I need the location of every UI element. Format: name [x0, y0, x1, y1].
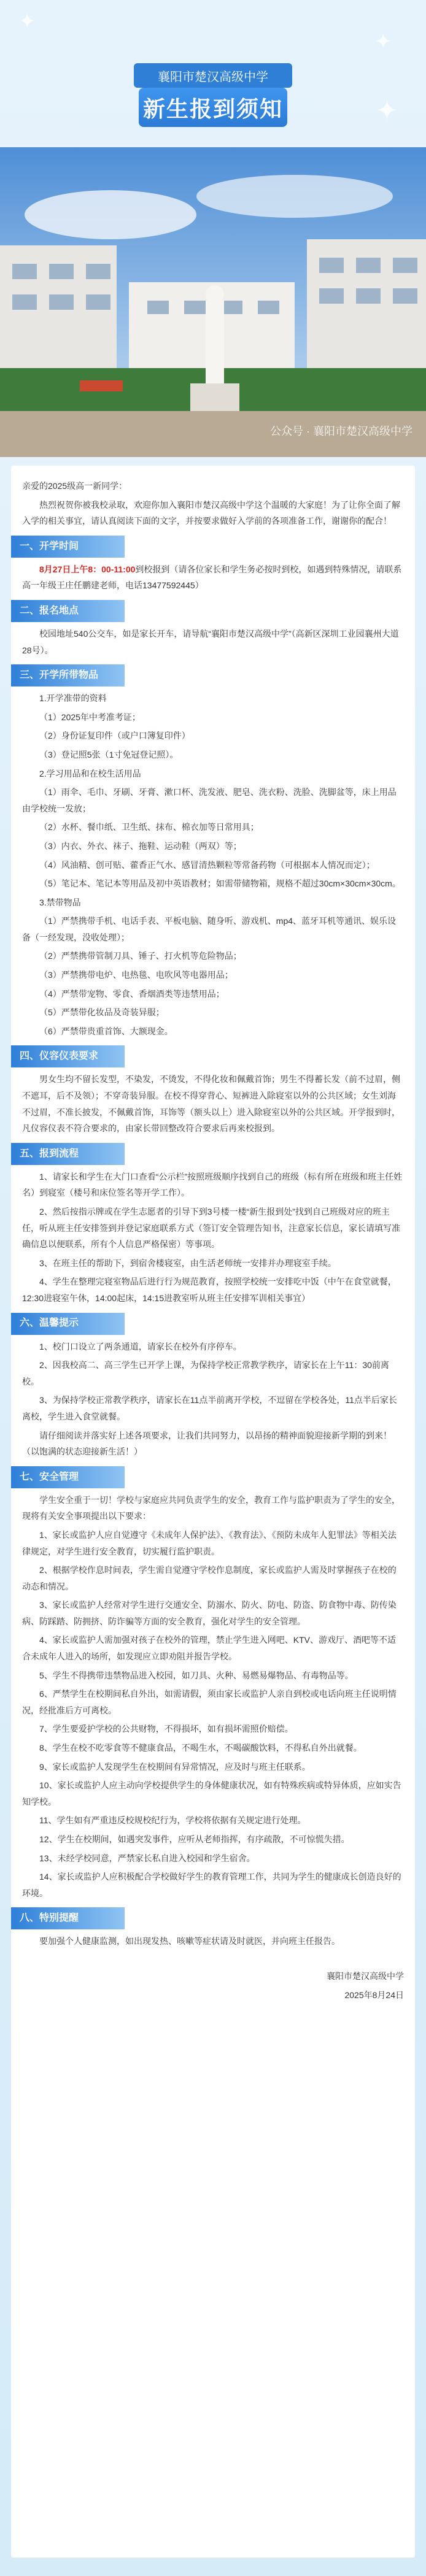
paragraph-text: 7、学生要爱护学校的公共财物，不得损坏，如有损坏需照价赔偿。	[39, 1724, 293, 1734]
paragraph-text: （4）风油精、创可贴、藿香正气水、感冒清热颗粒等常备药物（可根据本人情况而定）；	[39, 859, 375, 870]
paragraph-text: 13、未经学校同意，严禁家长私自进入校园和学生宿舍。	[39, 1853, 255, 1863]
section-paragraph	[22, 1721, 404, 1737]
footer-date: 2025年8月24日	[344, 1990, 404, 2000]
section-paragraph	[22, 1933, 404, 1950]
section-paragraph	[22, 1632, 404, 1664]
section-paragraph	[22, 894, 404, 911]
section-paragraph	[22, 1339, 404, 1355]
paragraph-text: 男女生均不留长发型，不染发，不烫发，不得化妆和佩戴首饰；男生不得蓄长发（前不过眉，侧不遮耳，后不及领）；不穿奇装异服。在校不得穿背心、短裤进入除寝室以外的公共区域；女生刘海不过眉，不准长披发，不佩戴首饰，耳饰等（额头以上）进入除寝室以外的公共区域。开学报到时，凡仪容仪表不符合要求的，由家长带回整改符合要求后再来校报到。	[22, 1074, 400, 1134]
notice-content	[11, 466, 415, 2003]
section-heading: 四、仪容仪表要求	[11, 1045, 125, 1067]
section-paragraph	[22, 1392, 404, 1424]
paragraph-text: 11、学生如有严重违反校规校纪行为，学校将依据有关规定进行处理。	[39, 1815, 306, 1826]
section-paragraph	[22, 857, 404, 874]
paragraph-text: （3）登记照5张（1寸免冠登记照）。	[39, 749, 179, 759]
paragraph-text: （1）雨伞、毛巾、牙刷、牙膏、漱口杯、洗发液、肥皂、洗衣粉、洗脸、洗脚盆等，床上用品由学校统一发放；	[22, 787, 397, 813]
section-paragraph	[22, 766, 404, 782]
paragraph-text: 3、家长或监护人经常对学生进行交通安全、防溺水、防火、防电、防盗、防食物中毒、防传染病、防踩踏、防拥挤、防诈骗等方面的安全教育，强化对学生的安全管理。	[22, 1600, 397, 1626]
paragraph-text: 学生安全重于一切！学校与家庭应共同负责学生的安全，教育工作与监护职责为了学生的安全，现将有关安全事项提出以下要求：	[22, 1494, 400, 1521]
section-paragraph	[22, 913, 404, 945]
section-paragraph	[22, 1428, 404, 1460]
paragraph-text: （1）2025年中考准考证；	[39, 712, 141, 722]
section-heading: 一、开学时间	[11, 536, 125, 558]
section-paragraph	[22, 1562, 404, 1594]
section-paragraph	[22, 1831, 404, 1848]
section-paragraph	[22, 1004, 404, 1021]
paragraph-text: 1、校门口设立了两条通道，请家长在校外有序停车。	[39, 1341, 242, 1351]
paragraph-text: 4、学生在整理完寝室物品后进行行为规范教育，按照学校统一安排吃中饭（中午在食堂就餐，12:30进寝室午休，14:00起床，14:15进教室听从班主任安排军训相关事宜）	[22, 1277, 397, 1303]
paragraph-text: 2、然后按指示牌或在学生志愿者的引导下到3号楼一楼“新生报到处”找到自己班级对应的班主任，听从班主任安排签到并登记家庭联系方式（签订安全管理告知书，注意家长信息，家长请填写准确信息以便联系，所有个人信息严格保密）等事项。	[22, 1207, 400, 1250]
section-paragraph	[22, 626, 404, 658]
paragraph-text: 到校报到（请各位家长和学生务必按时到校，如遇到特殊情况，请联系高一年级王庄任鹏建老师，电话13477592445）	[22, 564, 402, 591]
section-heading: 二、报名地点	[11, 600, 125, 622]
paragraph-text: 12、学生在校期间，如遇突发事件，应听从老师指挥，有序疏散，不可惊慌失措。	[39, 1834, 350, 1844]
paragraph-text: 校园地址540公交车，如是家长开车，请导航“襄阳市楚汉高级中学”（高新区深圳工业园襄州大道28号）。	[22, 628, 399, 655]
paragraph-text: 5、学生不得携带违禁物品进入校园，如刀具、火种、易燃易爆物品、有毒物品等。	[39, 1670, 354, 1680]
section-paragraph	[22, 1071, 404, 1136]
section-paragraph	[22, 1759, 404, 1775]
section-paragraph	[22, 747, 404, 763]
section-paragraph	[22, 690, 404, 707]
section-paragraph	[22, 986, 404, 1002]
campus-photo	[0, 147, 426, 457]
paragraph-text: （4）严禁带宠物、零食、香烟酒类等违禁用品；	[39, 988, 225, 999]
paragraph-text: 4、家长或监护人需加强对孩子在校外的管理，禁止学生进入网吧、KTV、游戏厅、酒吧等不适合未成年人进入的场所，如发现应立即劝阻并报告学校。	[22, 1635, 397, 1662]
sparkle-icon: ✦	[374, 30, 392, 53]
intro-paragraph: 热烈祝贺你被我校录取，欢迎你加入襄阳市楚汉高级中学这个温暖的大家庭！为了让你全面了解入学的相关事宜，请认真阅读下面的文字，并按要求做好入学前的各项准备工作，谢谢你的配合！	[22, 499, 400, 526]
section-paragraph	[22, 838, 404, 855]
section-paragraph	[22, 1492, 404, 1524]
section-paragraph	[22, 1169, 404, 1201]
paragraph-text: （3）严禁携带电炉、电热毯、电吹风等电器用品；	[39, 970, 233, 980]
paragraph-text: （5）笔记本、笔记本等用品及初中英语教材；如需带储物箱，规格不超过30cm×30cm×30cm。	[39, 879, 401, 889]
paragraph-text: 2、因我校高二、高三学生已开学上课，为保持学校正常教学秩序，请家长在上午11：30前离校。	[22, 1360, 389, 1386]
notice-card	[11, 466, 415, 2558]
paragraph-text: 10、家长或监护人应主动向学校提供学生的身体健康状况，如有特殊疾病或特异体质，应如实告知学校。	[22, 1780, 401, 1807]
greeting: 亲爱的2025级高一新同学：	[22, 481, 128, 491]
paragraph-text: （5）严禁带化妆品及奇装异服；	[39, 1007, 165, 1018]
section-paragraph	[22, 784, 404, 817]
footer-school: 襄阳市楚汉高级中学	[327, 1970, 404, 1981]
paragraph-text: 8、学生在校不吃零食等不健康食品，不喝生水，不喝碳酸饮料，不得私自外出就餐。	[39, 1743, 362, 1753]
paragraph-text: 3.禁带物品	[39, 897, 81, 907]
section-paragraph	[22, 1667, 404, 1684]
paragraph-text: 3、在班主任的帮助下，到宿舍楼寝室，由生活老师统一安排并办理寝室手续。	[39, 1258, 336, 1268]
section-paragraph	[22, 1597, 404, 1629]
section-paragraph	[22, 948, 404, 964]
paragraph-text: 2、根据学校作息时间表，学生需自觉遵守学校作息制度，家长或监护人需及时掌握孩子在校的动态和情况。	[22, 1565, 397, 1591]
paragraph-text: （2）身份证复印件（或户口簿复印件）	[39, 731, 190, 741]
paragraph-text: 2.学习用品和在校生活用品	[39, 768, 141, 779]
watermark: 公众号 · 襄阳市楚汉高级中学	[270, 425, 412, 437]
section-paragraph	[22, 1274, 404, 1306]
section-paragraph	[22, 1255, 404, 1272]
section-paragraph	[22, 1204, 404, 1253]
paragraph-text: 3、为保持学校正常教学秩序，请家长在11点半前离开学校，不逗留在学校各处，11点半后家长离校，学生进入食堂就餐。	[22, 1395, 397, 1421]
section-paragraph	[22, 1357, 404, 1390]
section-heading: 六、温馨提示	[11, 1313, 125, 1335]
section-heading: 八、特别提醒	[11, 1907, 125, 1929]
section-paragraph	[22, 1850, 404, 1867]
section-heading: 三、开学所带物品	[11, 664, 125, 686]
section-paragraph	[22, 1527, 404, 1559]
section-paragraph	[22, 1740, 404, 1756]
sparkle-icon: ✦	[376, 96, 398, 126]
section-paragraph	[22, 967, 404, 983]
section-paragraph	[22, 709, 404, 726]
sections	[22, 536, 404, 1950]
paragraph-text: 1.开学准带的资料	[39, 693, 107, 704]
section-paragraph	[22, 561, 404, 594]
section-heading: 五、报到流程	[11, 1143, 125, 1165]
paragraph-text: 6、严禁学生在校期间私自外出，如需请假，须由家长或监护人亲自到校或电话向班主任说明情况，经批准后方可离校。	[22, 1689, 397, 1715]
section-paragraph	[22, 1777, 404, 1810]
highlight-text: 8月27日上午8：00-11:00	[39, 564, 136, 574]
sparkle-icon: ✦	[18, 10, 36, 33]
header-banner	[0, 0, 426, 147]
paragraph-text: （1）严禁携带手机、电话手表、平板电脑、随身听、游戏机、mp4、蓝牙耳机等通讯、娱乐设备（一经发现，没收处理）；	[22, 916, 397, 942]
paragraph-text: 9、家长或监护人发现学生在校期间有异常情况，应及时与班主任联系。	[39, 1761, 311, 1772]
section-paragraph	[22, 1023, 404, 1040]
paragraph-text: 请仔细阅读并落实好上述各项要求，让我们共同努力，以昂扬的精神面貌迎接新学期的到来！（以饱满的状态迎接新生活！）	[22, 1430, 392, 1457]
paragraph-text: （6）严禁带贵重首饰、大额现金。	[39, 1026, 173, 1036]
section-paragraph	[22, 819, 404, 836]
paragraph-text: （3）内衣、外衣、袜子、拖鞋、运动鞋（两双）等；	[39, 840, 242, 851]
school-tag: 襄阳市楚汉高级中学	[134, 63, 292, 88]
section-paragraph	[22, 728, 404, 744]
section-heading: 七、安全管理	[11, 1466, 125, 1488]
section-paragraph	[22, 1869, 404, 1901]
paragraph-text: 要加强个人健康监测，如出现发热、咳嗽等症状请及时就医，并向班主任报告。	[39, 1936, 340, 1947]
section-paragraph	[22, 1686, 404, 1718]
section-paragraph	[22, 1812, 404, 1829]
paragraph-text: （2）水杯、餐巾纸、卫生纸、抹布、棉衣加等日常用具；	[39, 822, 259, 832]
paragraph-text: （2）严禁携带管制刀具、锤子、打火机等危险物品；	[39, 951, 242, 961]
paragraph-text: 1、请家长和学生在大门口查看“公示栏”按照班级顺序找到自己的班级（标有所在班级和班主任姓名）到寝室（楼号和床位签名等开学工作）。	[22, 1171, 403, 1198]
paragraph-text: 1、家长或监护人应自觉遵守《未成年人保护法》、《教育法》、《预防未成年人犯罪法》等相关法律规定，对学生进行安全教育，切实履行监护职责。	[22, 1529, 397, 1556]
page-title: 新生报到须知	[139, 88, 287, 127]
section-paragraph	[22, 875, 404, 892]
paragraph-text: 14、家长或监护人应积极配合学校做好学生的教育管理工作，共同为学生的健康成长创造良好的环境。	[22, 1872, 401, 1898]
